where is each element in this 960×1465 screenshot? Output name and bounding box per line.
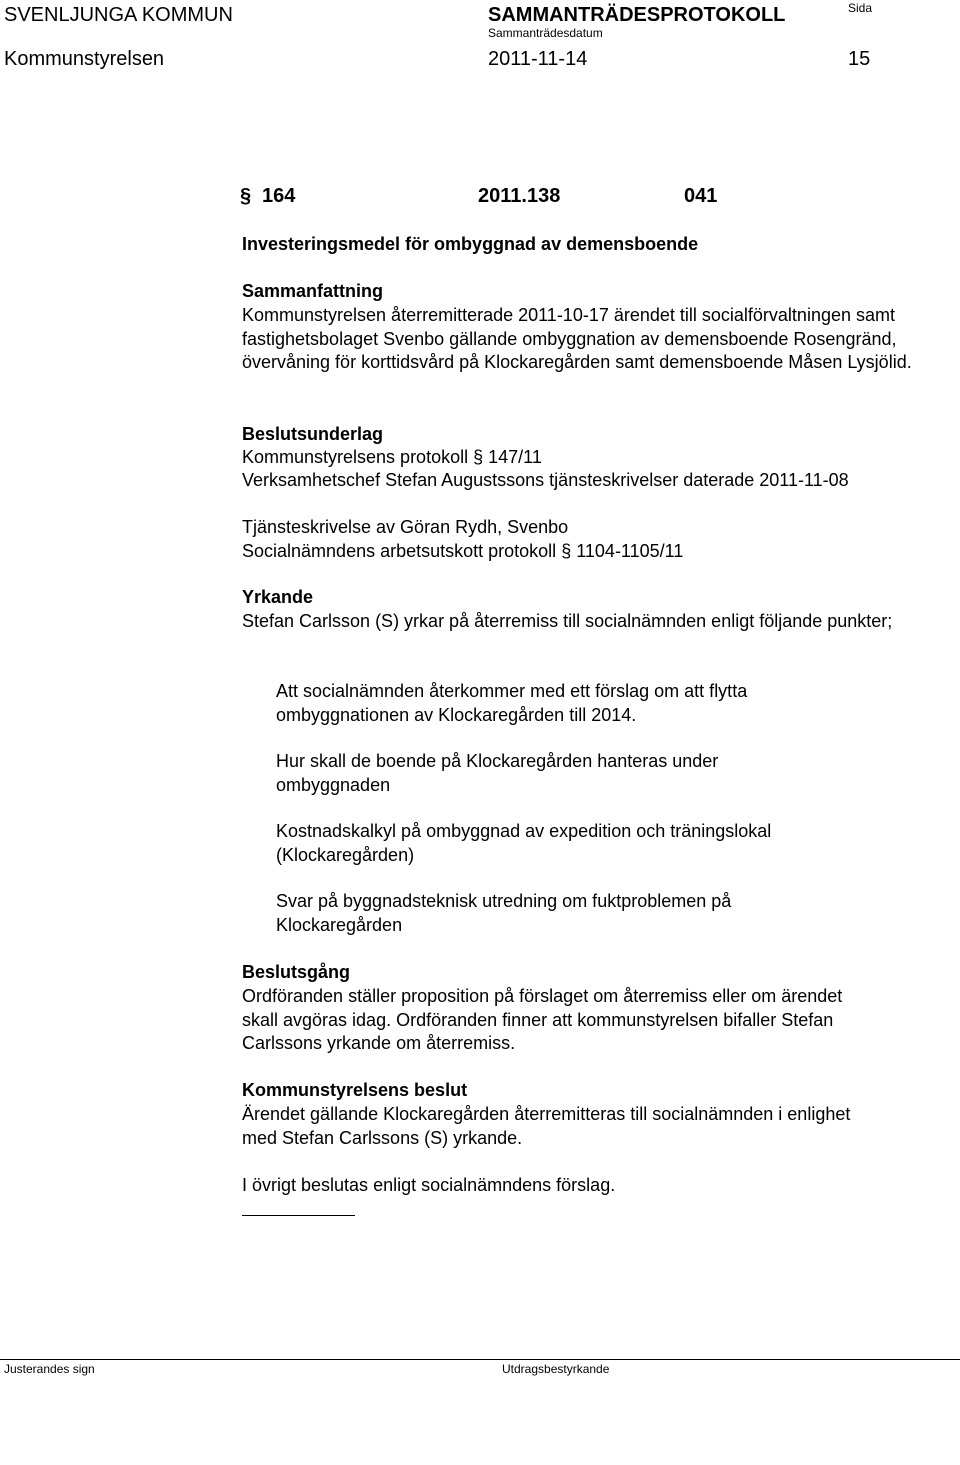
protocol-ref-number: 147/11: [488, 447, 542, 467]
au-protocol-number: 1104-1105/11: [576, 541, 684, 561]
page-label: Sida: [848, 1, 873, 15]
page-number: 15: [848, 48, 871, 70]
protocol-ref-label: Kommunstyrelsens protokoll: [242, 447, 469, 467]
yrkande-point: Att socialnämnden återkommer med ett förslag om att flytta ombyggnationen av Klockaregården till 2014.: [276, 681, 748, 725]
section-sign: §: [240, 185, 252, 207]
yrkande-heading: Yrkande: [242, 587, 314, 607]
beslutsunderlag-item: Verksamhetschef Stefan Augustssons tjänsteskrivelser daterade 2011-11-08: [242, 470, 849, 490]
footer-divider: [0, 1359, 960, 1360]
beslutsunderlag-heading: Beslutsunderlag: [242, 424, 384, 444]
beslutsunderlag-item: Tjänsteskrivelse av Göran Rydh, Svenbo: [242, 517, 569, 537]
sammanfattning-heading: Sammanfattning: [242, 281, 384, 301]
beslut-text: Ärendet gällande Klockaregården återremitteras till socialnämnden i enlighet med Stefan Carlssons (S) yrkande.: [242, 1104, 851, 1148]
archive-code: 041: [684, 185, 718, 207]
case-title: Investeringsmedel för ombyggnad av demensboende: [242, 234, 699, 254]
sammanfattning-text: Kommunstyrelsen återremitterade 2011-10-17 ärendet till socialförvaltningen samt fastighetsbolaget Svenbo gällande ombyggnation av demensboende Rosengränd, övervåning för korttidsvård på Klockaregården samt demensboende Måsen Lysjölid.: [242, 305, 912, 372]
date-label: Sammanträdesdatum: [488, 26, 603, 40]
beslutsgang-text: Ordföranden ställer proposition på förslaget om återremiss eller om ärendet skall avgöras idag. Ordföranden finner att kommunstyrelsen bifaller Stefan Carlssons yrkande om återremiss.: [242, 986, 843, 1053]
au-protocol-label: Socialnämndens arbetsutskott protokoll: [242, 541, 557, 561]
beslut-heading: Kommunstyrelsens beslut: [242, 1080, 468, 1100]
yrkande-text: Stefan Carlsson (S) yrkar på återremiss till socialnämnden enligt följande punkter;: [242, 611, 893, 631]
yrkande-point: Hur skall de boende på Klockaregården hanteras under ombyggnaden: [276, 751, 719, 795]
beslutsunderlag-item: [242, 446, 542, 470]
document-type: SAMMANTRÄDESPROTOKOLL: [488, 4, 786, 26]
end-rule: [242, 1215, 355, 1216]
section-sign: §: [561, 541, 572, 561]
section-sign: §: [473, 447, 484, 467]
case-number: 2011.138: [478, 185, 561, 207]
yrkande-point: Svar på byggnadsteknisk utredning om fuktproblemen på Klockaregården: [276, 891, 732, 935]
beslutsgang-heading: Beslutsgång: [242, 962, 351, 982]
paragraph-number: 164: [262, 185, 296, 207]
beslutsunderlag-item: [242, 540, 683, 564]
yrkande-point: Kostnadskalkyl på ombyggnad av expedition och träningslokal (Klockaregården): [276, 821, 772, 865]
org-name: SVENLJUNGA KOMMUN: [4, 4, 233, 26]
footer-utdragsbestyrkande: Utdragsbestyrkande: [502, 1362, 610, 1376]
beslut-text-2: I övrigt beslutas enligt socialnämndens förslag.: [242, 1175, 616, 1195]
meeting-date: 2011-11-14: [488, 48, 588, 70]
body-name: Kommunstyrelsen: [4, 48, 165, 70]
footer-justerandes-sign: Justerandes sign: [4, 1362, 95, 1376]
